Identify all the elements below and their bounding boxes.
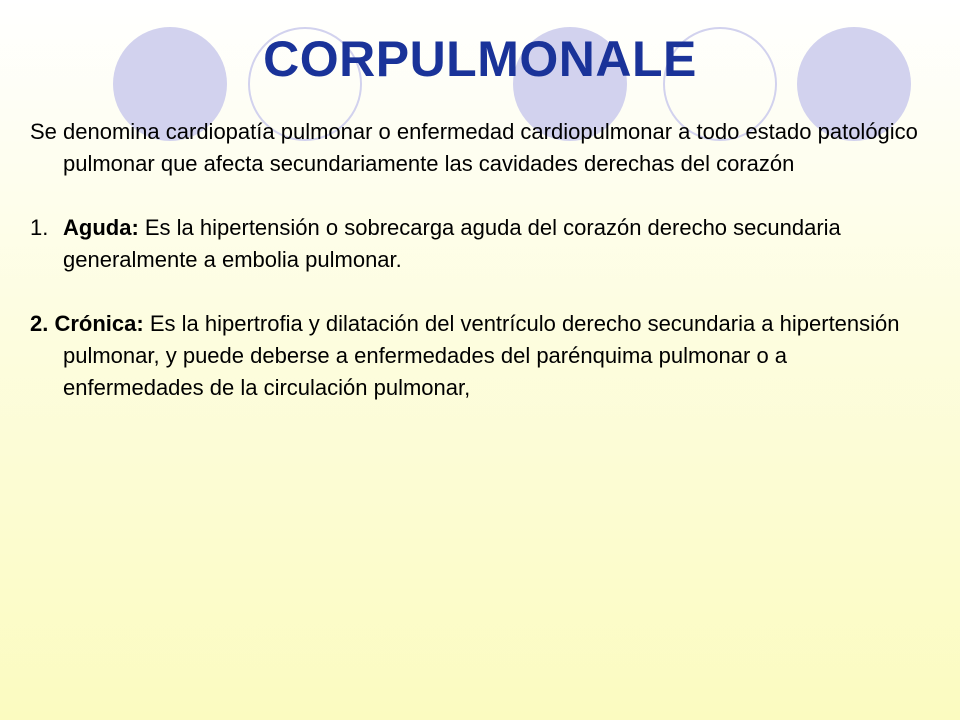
list-item-aguda — [30, 212, 930, 276]
list-item-term: Aguda: — [63, 215, 139, 240]
list-item-text: Es la hipertrofia y dilatación del ventrículo derecho secundaria a hipertensión pulmonar, y puede deberse a enfermedades del parénquima pulmonar o a enfermedades de la circulación pulmonar, — [63, 311, 900, 400]
intro-paragraph: Se denomina cardiopatía pulmonar o enfermedad cardiopulmonar a todo estado patológico pulmonar que afecta secundariamente las cavidades derechas del corazón — [30, 119, 918, 176]
slide-body — [30, 116, 930, 404]
slide-title: CORPULMONALE — [263, 31, 697, 87]
spacer — [30, 180, 930, 212]
list-item-number: 1. — [30, 215, 49, 240]
list-item-term: Crónica: — [54, 311, 144, 336]
list-item-number: 2. — [30, 311, 49, 336]
spacer — [30, 276, 930, 308]
list-item-text: Es la hipertensión o sobrecarga aguda del corazón derecho secundaria generalmente a embolia pulmonar. — [63, 215, 841, 272]
list-item-cronica — [30, 308, 930, 404]
